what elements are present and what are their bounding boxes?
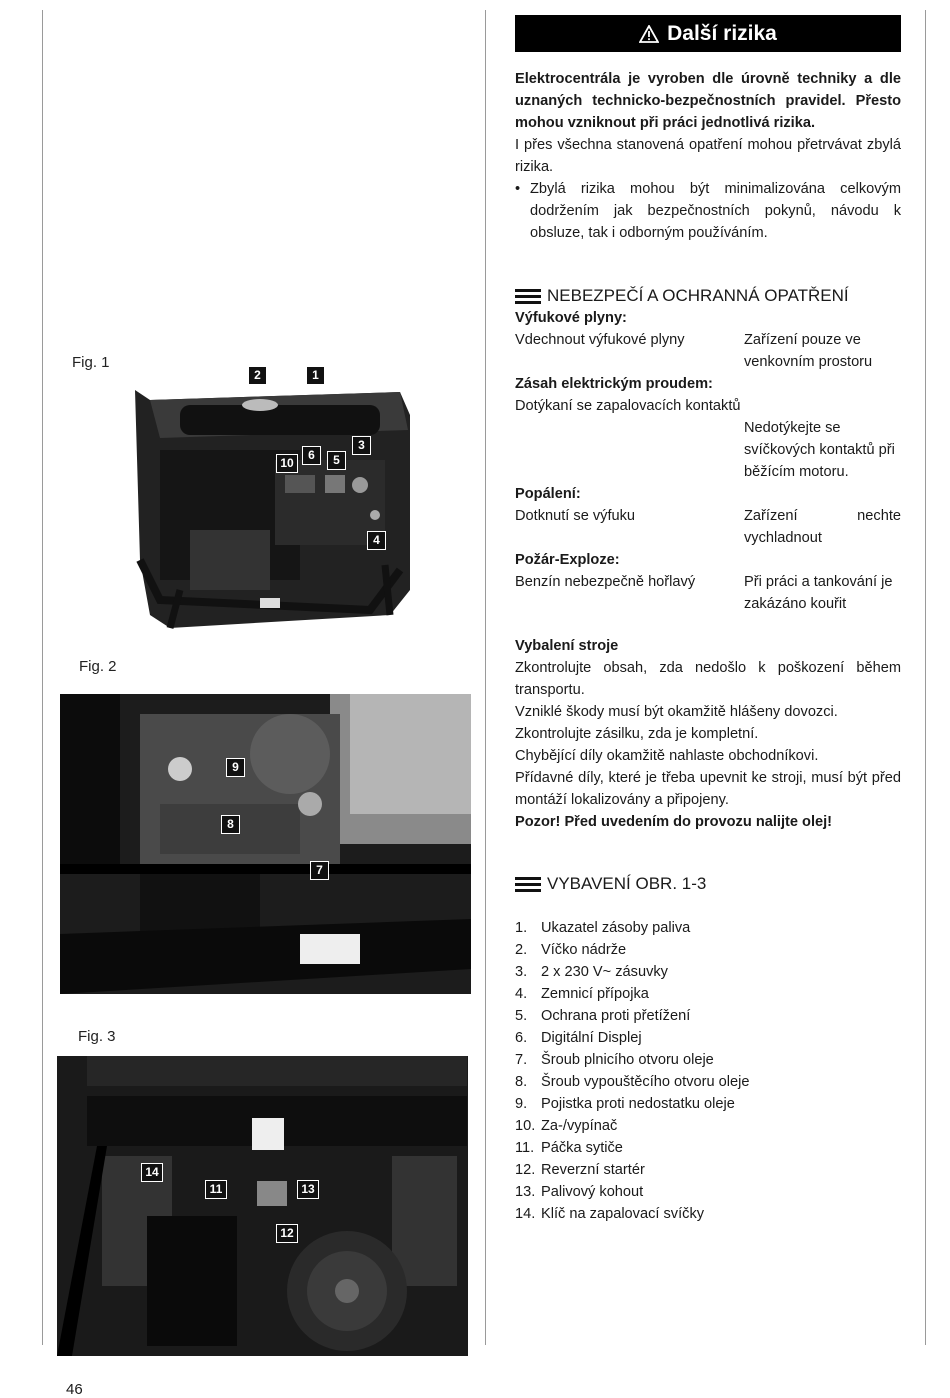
equipment-section — [515, 873, 901, 1225]
warning-icon — [639, 25, 659, 43]
hazard-risk: Dotknutí se výfuku — [515, 508, 636, 524]
callout-1: 1 — [306, 366, 325, 385]
equipment-heading-text: VYBAVENÍ OBR. 1-3 — [547, 874, 707, 893]
list-item: 1. Ukazatel zásoby paliva — [515, 920, 691, 936]
list-item: 5. Ochrana proti přetížení — [515, 1008, 691, 1024]
hazard-title: Požár-Exploze: — [515, 552, 620, 568]
risks-section — [515, 68, 901, 244]
column-divider — [485, 10, 486, 1345]
unpacking-line: Zkontrolujte zásilku, zda je kompletní. — [515, 726, 759, 742]
list-item: 12. Reverzní startér — [515, 1162, 645, 1178]
hazard-measure: Při práci a tankování je zakázáno kouřit — [744, 574, 893, 612]
hazard-row — [515, 505, 901, 549]
risks-bullet — [515, 178, 901, 244]
risks-intro: Elektrocentrála je vyroben dle úrovně techniky a dle uznaných technicko-bezpečnostních pravidel. Přesto mohou vzniknout při práci jednotlivá rizika. — [515, 71, 901, 131]
bullet-marker: • — [515, 181, 521, 197]
risks-bullet-text: Zbylá rizika mohou být minimalizována celkovým dodržením jak bezpečnostních pokynů, návodu k obsluze, tak i odborným používáním. — [530, 181, 901, 241]
list-item: 9. Pojistka proti nedostatku oleje — [515, 1096, 735, 1112]
list-item: 14. Klíč na zapalovací svíčky — [515, 1206, 705, 1222]
hazards-section — [515, 285, 901, 615]
page-number: 46 — [66, 1381, 83, 1398]
callout-11: 11 — [205, 1180, 227, 1199]
list-item: 13. Palivový kohout — [515, 1184, 644, 1200]
risks-title: Další rizika — [667, 21, 777, 45]
list-item: 10. Za-/vypínač — [515, 1118, 618, 1134]
callout-13: 13 — [297, 1180, 319, 1199]
list-item: 6. Digitální Displej — [515, 1030, 642, 1046]
section-lines-icon — [515, 288, 541, 304]
callout-2: 2 — [248, 366, 267, 385]
list-item: 2. Víčko nádrže — [515, 942, 627, 958]
hazard-title: Popálení: — [515, 486, 581, 502]
hazard-row — [515, 329, 901, 373]
callout-14: 14 — [141, 1163, 163, 1182]
hazard-risk: Dotýkaní se zapalovacích kontaktů — [515, 398, 741, 414]
list-item: 3. 2 x 230 V~ zásuvky — [515, 964, 668, 980]
fig2-label: Fig. 2 — [79, 658, 117, 675]
callout-7: 7 — [310, 861, 329, 880]
list-item: 11. Páčka sytiče — [515, 1140, 623, 1156]
hazard-row — [515, 571, 901, 615]
callout-10: 10 — [276, 454, 298, 473]
unpacking-warning: Pozor! Před uvedením do provozu nalijte olej! — [515, 814, 833, 830]
unpacking-title: Vybalení stroje — [515, 638, 619, 654]
right-margin-rule — [925, 10, 926, 1345]
unpacking-line: Přídavné díly, které je třeba upevnit ke stroji, musí být před montáží lokalizovány a připojeny. — [515, 770, 901, 808]
callout-12: 12 — [276, 1224, 298, 1243]
callout-5: 5 — [327, 451, 346, 470]
fig1-label: Fig. 1 — [72, 354, 110, 371]
callout-8: 8 — [221, 815, 240, 834]
hazard-group — [515, 483, 901, 549]
unpacking-line: Chybějící díly okamžitě nahlaste obchodníkovi. — [515, 748, 819, 764]
risks-banner — [515, 15, 901, 52]
hazard-risk: Benzín nebezpečně hořlavý — [515, 574, 696, 590]
fig3-engine-photo — [57, 1056, 468, 1356]
equipment-list — [515, 917, 901, 1225]
risks-text: I přes všechna stanovená opatření mohou přetrvávat zbylá rizika. — [515, 137, 901, 175]
hazard-group — [515, 549, 901, 615]
hazards-heading-text: NEBEZPEČÍ A OCHRANNÁ OPATŘENÍ — [547, 286, 849, 305]
fig1-generator-photo — [120, 360, 420, 635]
left-margin-rule — [42, 10, 43, 1345]
hazards-heading — [515, 285, 901, 307]
unpacking-line: Zkontrolujte obsah, zda nedošlo k poškození během transportu. — [515, 660, 901, 698]
hazard-group — [515, 307, 901, 373]
list-item: 7. Šroub plnicího otvoru oleje — [515, 1052, 714, 1068]
fig2-oil-photo — [60, 694, 471, 994]
hazard-measure: Zařízení pouze ve venkovním prostoru — [744, 332, 873, 370]
callout-9: 9 — [226, 758, 245, 777]
unpacking-line: Vzniklé škody musí být okamžitě hlášeny dovozci. — [515, 704, 838, 720]
fig3-label: Fig. 3 — [78, 1028, 116, 1045]
hazard-measure: Nedotýkejte se svíčkových kontaktů při běžícím motoru. — [744, 420, 895, 480]
section-lines-icon — [515, 876, 541, 892]
hazard-title: Zásah elektrickým proudem: — [515, 376, 713, 392]
hazard-group — [515, 373, 901, 483]
callout-3: 3 — [352, 436, 371, 455]
callout-6: 6 — [302, 446, 321, 465]
callout-4: 4 — [367, 531, 386, 550]
list-item: 4. Zemnicí přípojka — [515, 986, 649, 1002]
hazard-risk: Vdechnout výfukové plyny — [515, 332, 685, 348]
hazard-row — [515, 417, 901, 483]
hazard-title: Výfukové plyny: — [515, 310, 627, 326]
equipment-heading — [515, 873, 901, 895]
list-item: 8. Šroub vypouštěcího otvoru oleje — [515, 1074, 750, 1090]
hazard-measure: Zařízení nechte vychladnout — [744, 508, 901, 546]
unpacking-section — [515, 635, 901, 833]
